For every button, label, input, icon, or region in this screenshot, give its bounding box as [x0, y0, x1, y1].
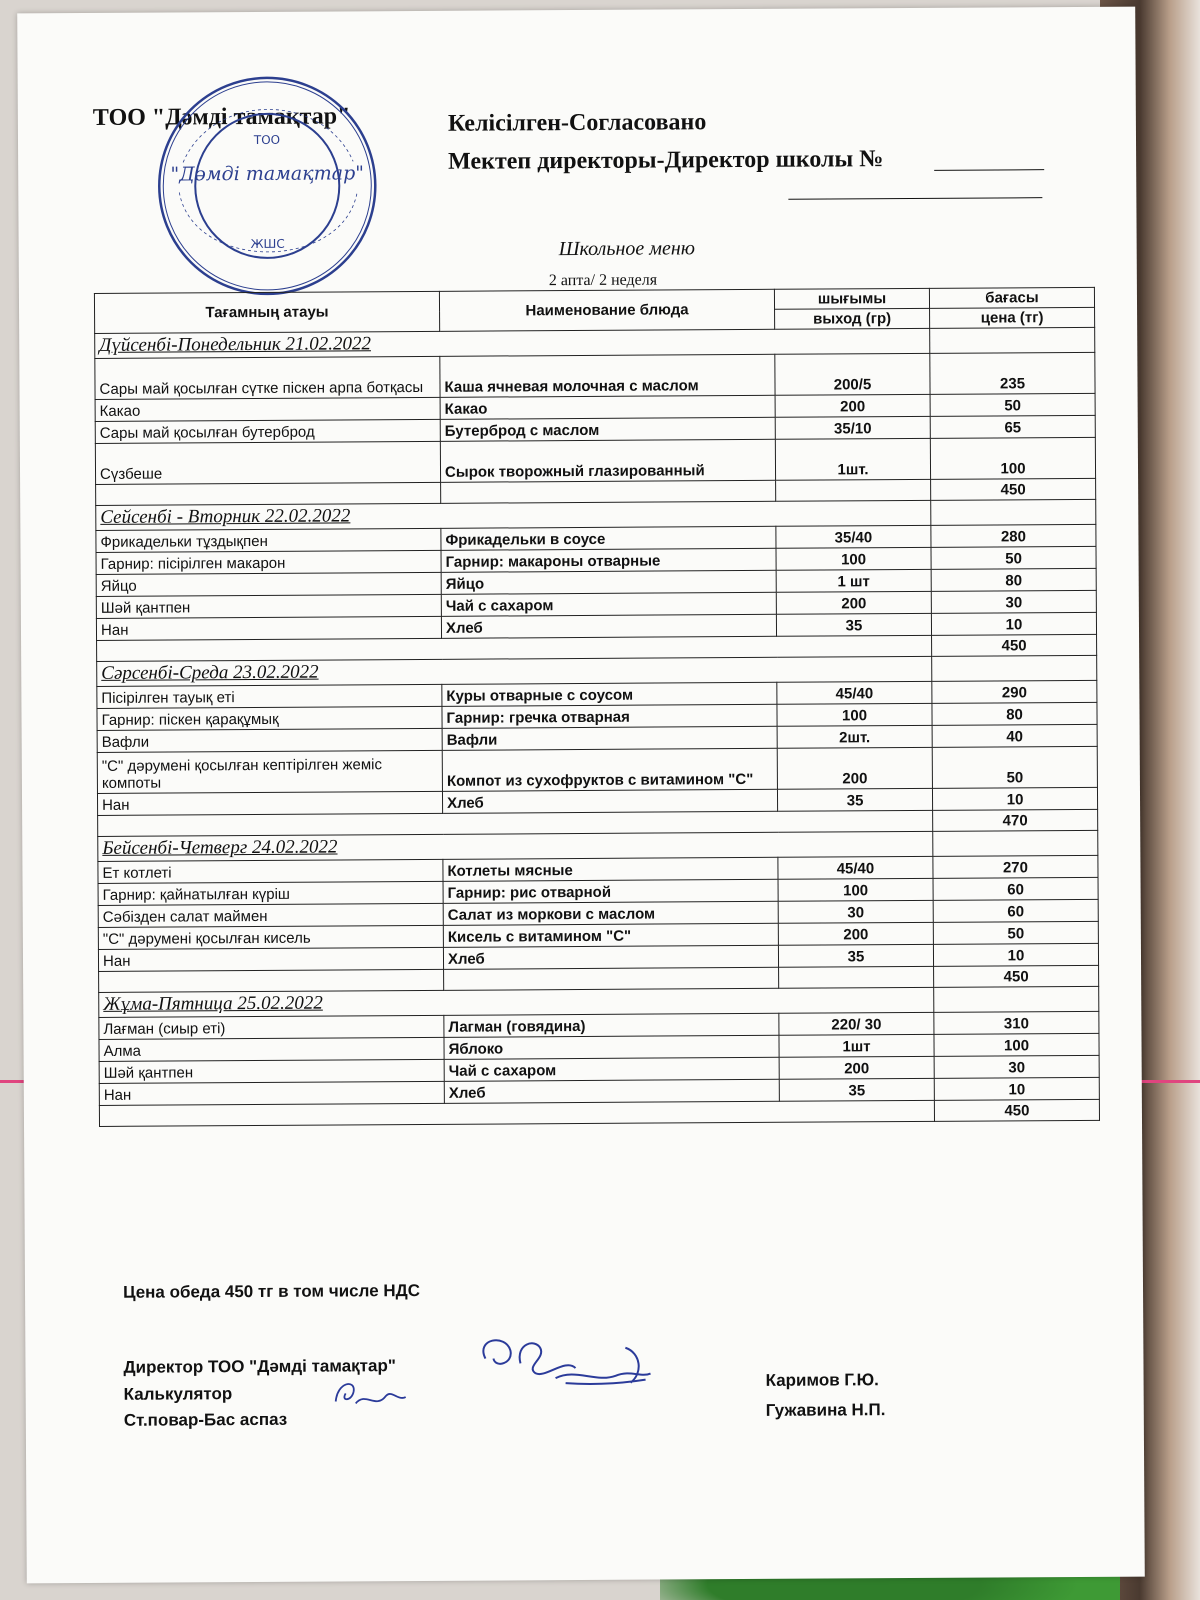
dish-price: 50	[932, 746, 1097, 788]
dish-kz: Сәбізден салат маймен	[98, 903, 443, 927]
dish-kz: Гарнир: піскен қарақұмық	[97, 706, 442, 730]
day-title-text: Сәрсенбі-Среда 23.02.2022	[101, 661, 319, 684]
dish-price: 50	[933, 921, 1098, 944]
day-total: 450	[934, 965, 1099, 987]
dish-ru: Хлеб	[443, 945, 778, 969]
day-total: 470	[933, 809, 1098, 831]
day-title-text: Дүйсенбі-Понедельник 21.02.2022	[99, 333, 372, 356]
dish-ru: Фрикадельки в соусе	[441, 526, 776, 550]
dish-yield: 1шт.	[775, 438, 930, 480]
dish-kz: Какао	[95, 397, 440, 421]
dish-ru: Бутерброд с маслом	[440, 417, 775, 441]
dish-yield: 35	[776, 613, 931, 636]
dish-ru: Гарнир: рис отварной	[443, 879, 778, 903]
stamp-center-text: "Дәмді тамақтар"	[170, 162, 365, 186]
dish-yield: 200	[775, 394, 930, 417]
dish-ru: Хлеб	[442, 789, 777, 813]
dish-ru: Чай с сахаром	[441, 592, 776, 616]
dish-yield: 35	[777, 788, 932, 811]
table-row	[95, 437, 1095, 484]
dish-price: 10	[932, 787, 1097, 810]
dish-price: 290	[932, 680, 1097, 703]
dish-price: 10	[933, 943, 1098, 966]
dish-ru: Хлеб	[441, 614, 776, 638]
dish-ru: Чай с сахаром	[444, 1057, 779, 1081]
dish-yield: 1шт	[779, 1034, 934, 1057]
dish-ru: Гарнир: макароны отварные	[441, 548, 776, 572]
day-total: 450	[931, 478, 1096, 500]
dish-ru: Компот из сухофруктов с витамином "С"	[442, 748, 777, 791]
dish-kz: Сары май қосылған бутерброд	[95, 419, 440, 443]
dish-kz: Нан	[98, 947, 443, 971]
chef-label: Ст.повар-Бас аспаз	[123, 1409, 288, 1430]
dish-price: 50	[931, 546, 1096, 569]
table-row	[95, 352, 1095, 399]
dish-kz: Фрикадельки тұздықпен	[96, 528, 441, 552]
week-number: 2 апта/ 2 неделя	[548, 271, 658, 290]
dish-price: 270	[933, 855, 1098, 878]
dish-ru: Лагман (говядина)	[444, 1013, 779, 1037]
dish-yield: 35/40	[776, 525, 931, 548]
menu-title: Школьное меню	[558, 237, 695, 261]
dish-yield: 100	[776, 547, 931, 570]
dish-yield: 100	[778, 878, 933, 901]
dish-price: 65	[930, 415, 1095, 438]
header-price-kz: бағасы	[929, 287, 1094, 308]
dish-price: 235	[930, 352, 1095, 394]
dish-price: 280	[931, 524, 1096, 547]
stamp-too-text: ТОО	[253, 132, 281, 147]
dish-kz: Сүзбеше	[95, 441, 440, 484]
dish-price: 100	[934, 1033, 1099, 1056]
calculator-name: Гужавина Н.П.	[765, 1400, 886, 1420]
dish-yield: 35/10	[775, 416, 930, 439]
header-yield-kz: шығымы	[774, 288, 929, 309]
company-name: ТОО "Дәмді тамақтар"	[92, 103, 351, 131]
dish-ru: Яйцо	[441, 570, 776, 594]
dish-kz: Гарнир: пісірілген макарон	[96, 550, 441, 574]
calculator-signature	[326, 1371, 416, 1422]
dish-ru: Сырок творожный глазированный	[440, 439, 775, 482]
dish-ru: Куры отварные с соусом	[442, 682, 777, 706]
day-total: 450	[934, 1099, 1099, 1121]
dish-yield: 1 шт	[776, 569, 931, 592]
company-stamp	[153, 71, 382, 300]
dish-price: 30	[934, 1055, 1099, 1078]
menu-document	[17, 7, 1145, 1584]
dish-ru: Хлеб	[444, 1079, 779, 1103]
day-title-text: Жұма-Пятница 25.02.2022	[103, 992, 323, 1015]
dish-yield: 200	[776, 591, 931, 614]
dish-ru: Салат из моркови с маслом	[443, 901, 778, 925]
dish-kz: Нан	[97, 791, 442, 815]
dish-yield: 200	[779, 1056, 934, 1079]
dish-yield: 220/ 30	[779, 1012, 934, 1035]
dish-price: 30	[931, 590, 1096, 613]
header-price-ru: цена (тг)	[930, 307, 1095, 328]
dish-kz: Ет котлеті	[98, 859, 443, 883]
dish-kz: Шәй қантпен	[99, 1059, 444, 1083]
dish-kz: Вафли	[97, 728, 442, 752]
dish-kz: Пісірілген тауық еті	[97, 684, 442, 708]
dish-kz: "С" дәрумені қосылған кисель	[98, 925, 443, 949]
dish-yield: 35	[779, 1078, 934, 1101]
dish-price: 10	[934, 1077, 1099, 1100]
dish-ru: Яблоко	[444, 1035, 779, 1059]
lunch-price-note: Цена обеда 450 тг в том числе НДС	[122, 1280, 421, 1302]
dish-yield: 30	[778, 900, 933, 923]
dish-yield: 200/5	[775, 353, 930, 395]
dish-ru: Какао	[440, 395, 775, 419]
director-label: Директор ТОО "Дәмді тамақтар"	[123, 1356, 396, 1377]
dish-kz: Нан	[99, 1081, 444, 1105]
dish-kz: Алма	[99, 1037, 444, 1061]
header-ru-name: Наименование блюда	[439, 289, 774, 331]
dish-kz: Лағман (сиыр еті)	[99, 1015, 444, 1039]
dish-ru: Кисель с витамином "С"	[443, 923, 778, 947]
header-kz-name: Тағамның атауы	[94, 291, 439, 333]
dish-price: 80	[931, 568, 1096, 591]
dish-price: 100	[930, 437, 1095, 479]
dish-price: 60	[933, 877, 1098, 900]
dish-ru: Котлеты мясные	[443, 857, 778, 881]
director-name: Каримов Г.Ю.	[765, 1370, 879, 1390]
table-row	[97, 746, 1097, 793]
day-total: 450	[932, 634, 1097, 656]
dish-yield: 200	[777, 747, 932, 789]
stamp-zhshs-text: ЖШС	[250, 236, 285, 252]
approval-heading: Келісілген-Согласовано	[447, 109, 707, 137]
menu-table	[94, 287, 1100, 1127]
dish-ru: Вафли	[442, 726, 777, 750]
signature-blank-line	[788, 197, 1042, 200]
dish-yield: 35	[778, 944, 933, 967]
day-title-text: Сейсенбі - Вторник 22.02.2022	[100, 505, 351, 528]
dish-price: 40	[932, 724, 1097, 747]
dish-price: 60	[933, 899, 1098, 922]
dish-price: 310	[934, 1011, 1099, 1034]
school-number-blank	[934, 169, 1044, 171]
dish-yield: 45/40	[778, 856, 933, 879]
header-yield-ru: выход (гр)	[775, 308, 930, 329]
dish-kz: Нан	[96, 616, 441, 640]
director-line: Мектеп директоры-Директор школы №	[448, 146, 884, 175]
calculator-label: Калькулятор	[123, 1384, 233, 1404]
dish-yield: 100	[777, 703, 932, 726]
dish-kz: Гарнир: қайнатылған күріш	[98, 881, 443, 905]
dish-kz: "С" дәрумені қосылған кептірілген жеміс компоты	[97, 750, 442, 793]
day-title-text: Бейсенбі-Четверг 24.02.2022	[102, 836, 338, 859]
director-signature	[465, 1327, 685, 1408]
dish-yield: 2шт.	[777, 725, 932, 748]
dish-ru: Каша ячневая молочная с маслом	[440, 354, 775, 397]
dish-yield: 200	[778, 922, 933, 945]
dish-kz: Яйцо	[96, 572, 441, 596]
dish-price: 10	[931, 612, 1096, 635]
dish-ru: Гарнир: гречка отварная	[442, 704, 777, 728]
dish-price: 50	[930, 393, 1095, 416]
dish-price: 80	[932, 702, 1097, 725]
dish-kz: Сары май қосылған сүтке піскен арпа ботқасы	[95, 356, 440, 399]
dish-yield: 45/40	[777, 681, 932, 704]
dish-kz: Шәй қантпен	[96, 594, 441, 618]
